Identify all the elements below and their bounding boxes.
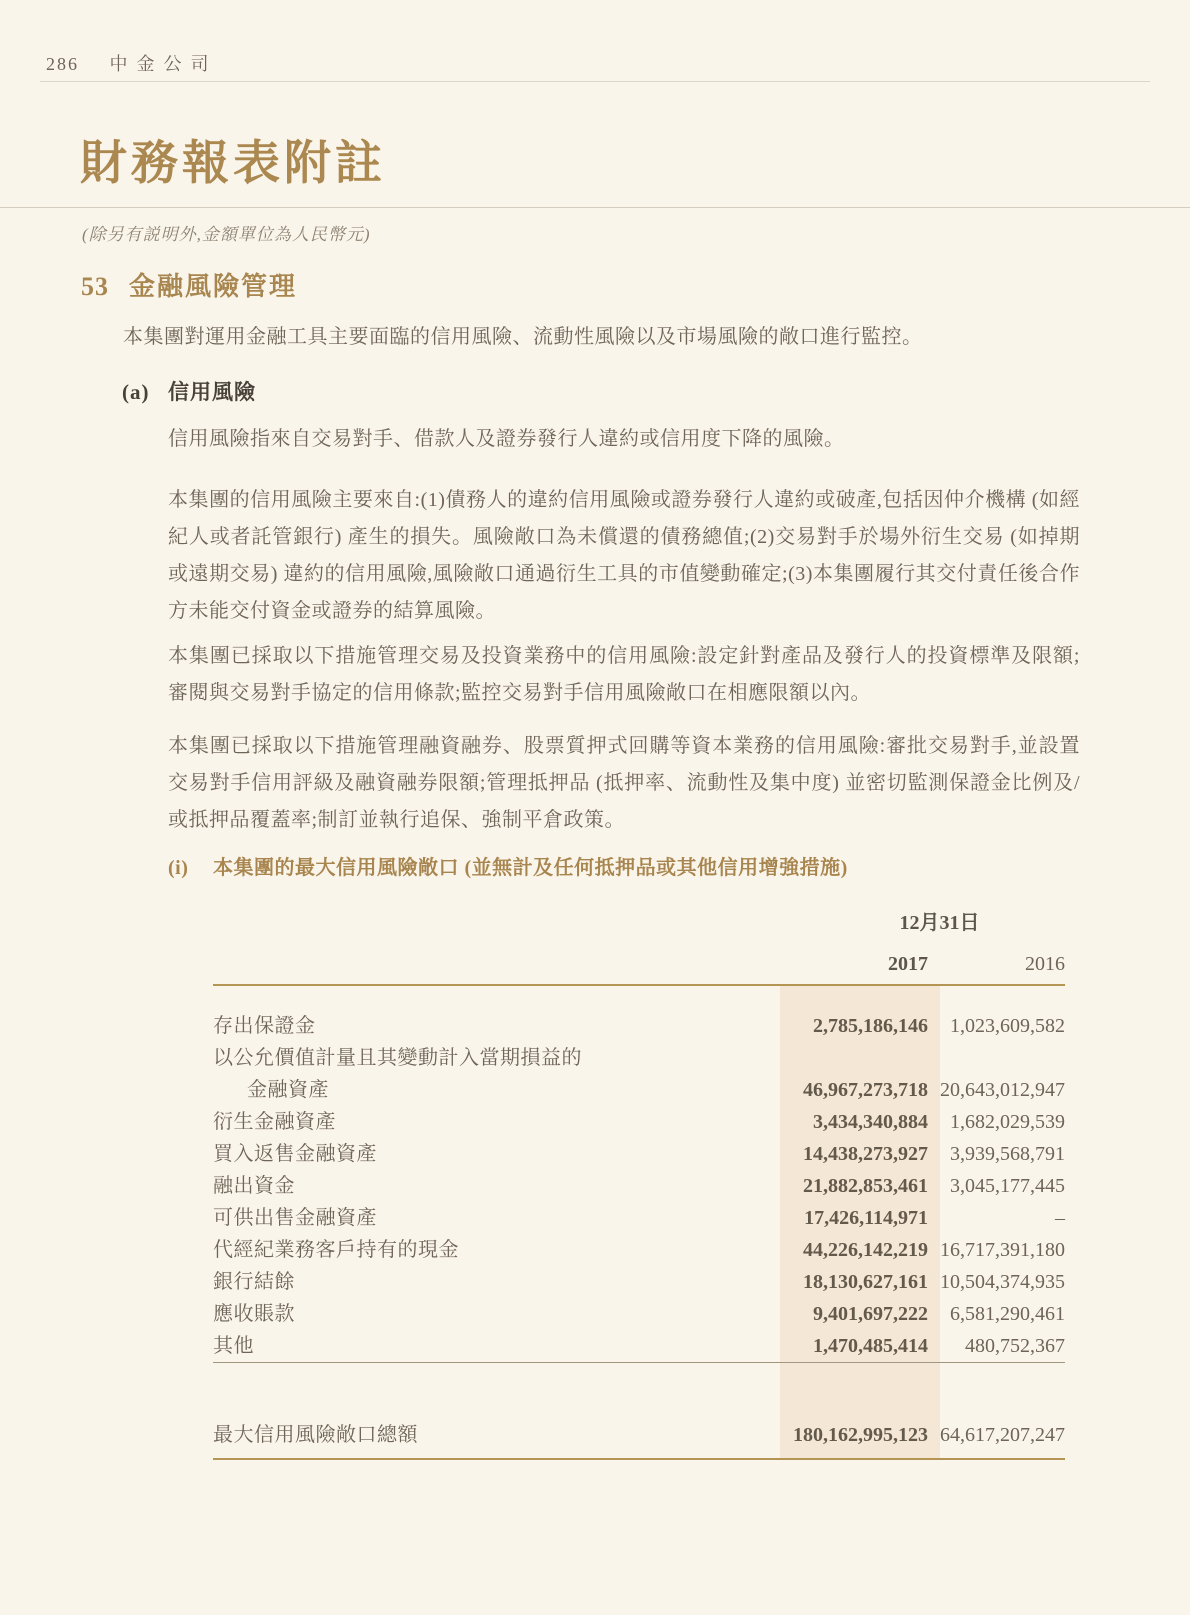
table-footer (213, 1363, 1065, 1460)
row-label: 其他 (213, 1330, 780, 1363)
spacer-row (213, 1363, 1065, 1406)
subsection-i-heading (168, 851, 1080, 880)
subsection-i-label: (i) (168, 857, 189, 879)
row-value-2017: 44,226,142,219 (780, 1234, 940, 1266)
row-label: 銀行結餘 (213, 1271, 295, 1293)
row-value-2017 (780, 1042, 940, 1074)
row-label: 應收賬款 (213, 1303, 295, 1325)
row-value-2017: 9,401,697,222 (780, 1298, 940, 1330)
row-value-2017: 21,882,853,461 (780, 1170, 940, 1202)
row-value-2017: 14,438,273,927 (780, 1138, 940, 1170)
credit-risk-paragraph-3: 本集團已採取以下措施管理交易及投資業務中的信用風險:設定針對產品及發行人的投資標準及限額;審閱與交易對手協定的信用條款;監控交易對手信用風險敞口在相應限額以內。 (168, 645, 1080, 704)
total-label: 最大信用風險敞口總額 (213, 1405, 780, 1459)
row-value-2017: 3,434,340,884 (780, 1106, 940, 1138)
section-intro-paragraph: 本集團對運用金融工具主要面臨的信用風險、流動性風險以及市場風險的敞口進行監控。 (123, 326, 923, 348)
credit-risk-paragraph-4: 本集團已採取以下措施管理融資融券、股票質押式回購等資本業務的信用風險:審批交易對手,並設置交易對手信用評級及融資融券限額;管理抵押品 (抵押率、流動性及集中度) 並密切監測保證金比例及/或抵押品覆蓋率;制訂並執行追保、強制平倉政策。 (168, 735, 1080, 831)
table-row (213, 1202, 1065, 1234)
subsection-i-title: 本集團的最大信用風險敞口 (並無計及任何抵押品或其他信用增強措施) (213, 857, 848, 879)
date-header: 12月31日 (899, 911, 980, 934)
document-title: 財務報表附註 (80, 138, 386, 190)
table-row (213, 1234, 1065, 1266)
row-value-2016: 3,045,177,445 (950, 1175, 1065, 1197)
total-value-2016: 64,617,207,247 (940, 1405, 1065, 1459)
section-number: 53 (81, 272, 109, 301)
row-value-2016: 16,717,391,180 (940, 1239, 1065, 1261)
row-value-2016: 1,023,609,582 (950, 1015, 1065, 1037)
row-value-2016: 10,504,374,935 (940, 1271, 1065, 1293)
row-value-2017: 46,967,273,718 (780, 1074, 940, 1106)
column-header-2016: 2016 (940, 938, 1065, 985)
table-body (213, 985, 1065, 1363)
table-row (213, 1330, 1065, 1363)
credit-risk-paragraph-2: 本集團的信用風險主要來自:(1)債務人的違約信用風險或證券發行人違約或破產,包括因仲介機構 (如經紀人或者託管銀行) 產生的損失。風險敞口為未償還的債務總值;(2)交易對手於場外衍生交易 (如掉期或遠期交易) 違約的信用風險,風險敞口通過衍生工具的市值變動確定;(3)本集團履行其交付責任後合作方未能交付資金或證券的結算風險。 (168, 489, 1080, 622)
table-row (213, 1138, 1065, 1170)
row-label: 可供出售金融資產 (213, 1207, 377, 1229)
table-row (213, 1298, 1065, 1330)
row-label: 代經紀業務客戶持有的現金 (213, 1239, 459, 1261)
page-number: 286 (46, 54, 79, 74)
row-label: 衍生金融資產 (213, 1111, 336, 1133)
max-credit-exposure-table (213, 902, 1065, 1460)
row-label: 買入返售金融資產 (213, 1143, 377, 1165)
section-title: 金融風險管理 (129, 272, 298, 301)
subsection-a-heading (122, 376, 256, 406)
running-header (46, 50, 218, 76)
data-table (213, 902, 1065, 1460)
row-label: 存出保證金 (213, 1015, 316, 1037)
row-value-2017: 1,470,485,414 (780, 1330, 940, 1363)
header-rule (40, 81, 1150, 82)
company-name: 中金公司 (109, 54, 218, 74)
credit-risk-paragraph-1: 信用風險指來自交易對手、借款人及證券發行人違約或信用度下降的風險。 (168, 428, 845, 450)
row-value-2016 (940, 1042, 1065, 1074)
table-year-header-row (213, 938, 1065, 985)
row-value-2016: 3,939,568,791 (950, 1143, 1065, 1165)
row-value-2016: 6,581,290,461 (950, 1303, 1065, 1325)
subsection-a-title: 信用風險 (168, 380, 256, 404)
row-value-2016: 480,752,367 (940, 1330, 1065, 1363)
table-row (213, 1170, 1065, 1202)
row-label: 融出資金 (213, 1175, 295, 1197)
row-value-2017: 17,426,114,971 (780, 1202, 940, 1234)
row-value-2017: 18,130,627,161 (780, 1266, 940, 1298)
table-date-header-row (213, 902, 1065, 938)
row-value-2016: 1,682,029,539 (950, 1111, 1065, 1133)
section-53-heading (81, 266, 297, 303)
title-rule (0, 207, 1190, 208)
row-value-2016: – (1055, 1207, 1065, 1229)
table-row (213, 1010, 1065, 1042)
currency-note: (除另有説明外,金額單位為人民幣元) (82, 225, 371, 244)
spacer-row (213, 985, 1065, 1010)
row-label: 以公允價值計量且其變動計入當期損益的 (213, 1047, 582, 1069)
row-value-2017: 2,785,186,146 (780, 1010, 940, 1042)
row-value-2016: 20,643,012,947 (940, 1079, 1065, 1101)
table-row (213, 1106, 1065, 1138)
table-row (213, 1266, 1065, 1298)
total-row (213, 1405, 1065, 1459)
table-row (213, 1042, 1065, 1074)
table-row (213, 1074, 1065, 1106)
column-header-2017: 2017 (780, 938, 940, 985)
row-label: 金融資產 (247, 1079, 329, 1101)
total-value-2017: 180,162,995,123 (780, 1405, 940, 1459)
subsection-a-label: (a) (122, 380, 150, 404)
